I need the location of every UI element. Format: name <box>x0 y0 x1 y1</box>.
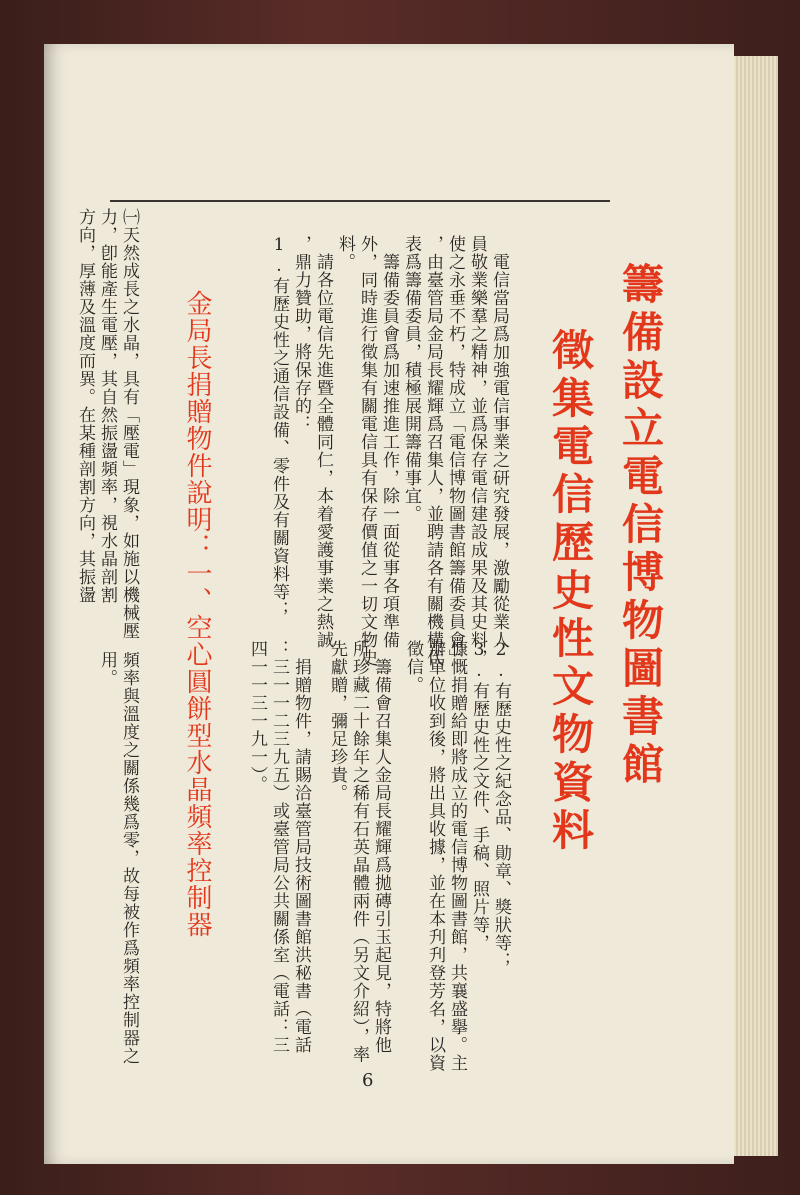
article-col-1: ㈠天然成長之水晶，具有「壓電」現象，如施以機械壓 <box>119 208 139 640</box>
page-number: 6 <box>362 1070 374 1091</box>
article-col-3: 方向，厚薄及溫度而異。在某種剖割方向，其振盪 <box>75 208 95 604</box>
announcement-col-17: 籌備會召集人金局長耀輝爲拋磚引玉起見，特將他 <box>371 640 391 1054</box>
announcement-col-3: 使之永垂不朽，特成立「電信博物圖書館籌備委員會」 <box>445 235 465 667</box>
section-divider <box>232 198 234 1078</box>
announcement-col-16: 徵信。 <box>403 640 423 694</box>
announcement-col-6: 籌備委員會爲加速推進工作，除一面從事各項準備 <box>379 235 399 649</box>
announcement-col-22: 四一一三一九一）。 <box>247 640 267 794</box>
announcement-col-13: 3.有歷史性之文件、手稿、照片等， <box>469 640 489 952</box>
announcement-col-11: 1.有歷史性之通信設備、零件及有關資料等； <box>269 235 289 619</box>
page-edges <box>732 56 778 1156</box>
announcement-col-14: 慷慨捐贈給即將成立的電信博物圖書館，共襄盛擧。主 <box>447 640 467 1072</box>
announcement-col-4: ，由臺管局金局長耀輝爲召集人，並聘請各有關機構代 <box>423 235 443 667</box>
article-heading: 金局長捐贈物件說明：一、空心圓餅型水晶頻率控制器 <box>182 290 212 938</box>
article-col-2: 力，卽能產生電壓，其自然振盪頻率，視水晶剖割 <box>97 208 117 604</box>
announcement-col-15: 辦單位收到後，將出具收據，並在本刋刋登芳名，以資 <box>425 640 445 1072</box>
article-col-5: 用。 <box>97 615 117 687</box>
announcement-col-1: 電信當局爲加強電信事業之研究發展，激勵從業人 <box>489 235 509 649</box>
article-col-4: 頻率與溫度之關係幾爲零，故每被作爲頻率控制器之 <box>119 615 139 1065</box>
announcement-col-2: 員敬業樂羣之精神，並爲保存電信建設成果及其史料， <box>467 235 487 667</box>
announcement-col-18: 所珍藏二十餘年之稀有石英晶體兩件（另文介紹），率 <box>349 640 369 1064</box>
title-line-1: 籌備設立電信博物圖書館 <box>616 262 665 790</box>
announcement-col-12: 2.有歷史性之紀念品、勛章、獎狀等； <box>491 640 511 970</box>
announcement-col-8: 料。 <box>335 235 355 271</box>
announcement-col-7: 外，同時進行徵集有關電信具有保存價值之一切文物史 <box>357 235 377 667</box>
title-line-2: 徵集電信歷史性文物資料 <box>546 328 595 856</box>
announcement-col-10: ，鼎力贊助，將保存的： <box>291 235 311 433</box>
announcement-col-5: 表爲籌備委員，積極展開籌備事宜。 <box>401 235 421 523</box>
announcement-col-9: 請各位電信先進暨全體同仁，本着愛護事業之熱誠 <box>313 235 333 649</box>
announcement-col-20: 捐贈物件，請賜洽臺管局技術圖書館洪秘書（電話 <box>291 640 311 1054</box>
announcement-col-19: 先獻贈，彌足珍貴。 <box>327 640 347 802</box>
announcement-col-21: ：三一一二三九五）或臺管局公共關係室（電話：三 <box>269 640 289 1054</box>
top-rule <box>110 200 610 202</box>
